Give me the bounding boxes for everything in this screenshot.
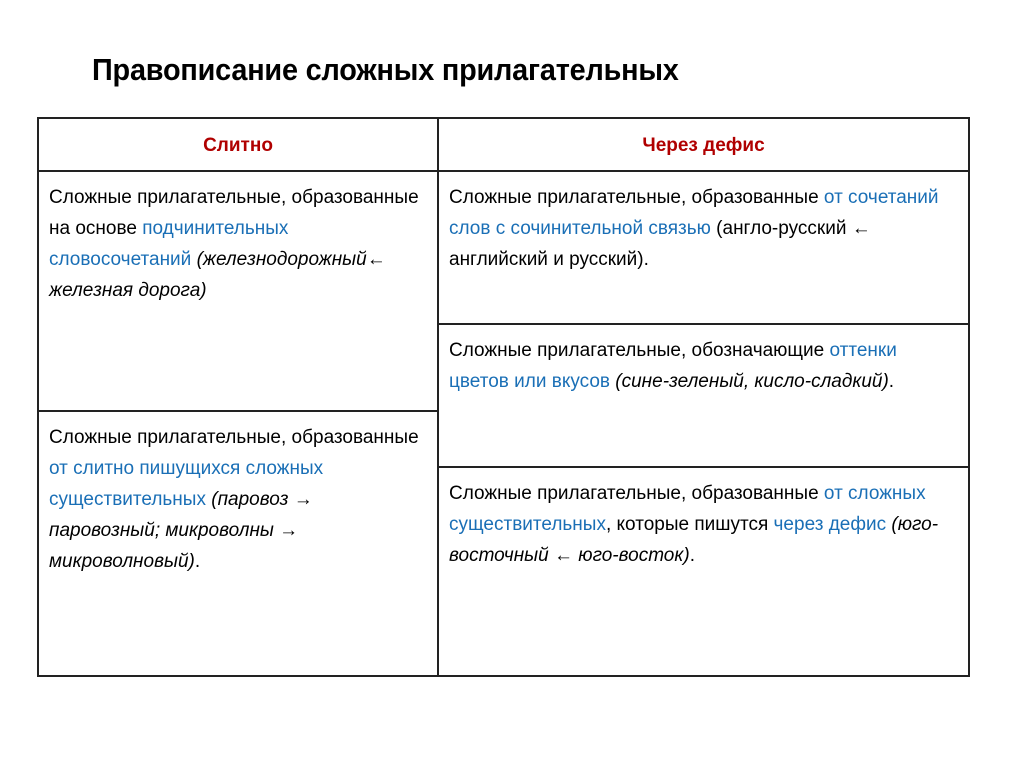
highlighted-term: от сочетаний слов с сочинительной связью bbox=[449, 187, 939, 239]
rule-text: Сложные прилагательные, образованные на основе bbox=[49, 187, 419, 239]
cell-right-2 bbox=[439, 335, 968, 397]
spelling-rules-table bbox=[37, 117, 970, 677]
highlighted-term: оттенки цветов или вкусов bbox=[449, 340, 897, 392]
rule-text: , которые пишутся bbox=[605, 514, 774, 535]
example-text: (сине-зеленый, кисло-сладкий) bbox=[615, 371, 889, 392]
right-row-divider-2 bbox=[438, 466, 968, 468]
rule-text: . bbox=[888, 371, 895, 392]
rule-text: Сложные прилагательные, образованные bbox=[449, 187, 824, 208]
page-title: Правописание сложных прилагательных bbox=[92, 52, 679, 87]
highlighted-term: через дефис bbox=[773, 514, 887, 535]
cell-right-1 bbox=[439, 182, 968, 275]
rule-text: Сложные прилагательные, образованные bbox=[449, 483, 824, 504]
header-solid: Слитно bbox=[203, 134, 273, 156]
left-row-divider bbox=[39, 410, 438, 412]
rule-text: . bbox=[689, 545, 695, 566]
example-text: (железнодорожный← железная дорога) bbox=[49, 249, 386, 301]
rule-text: Сложные прилагательные, обозначающие bbox=[449, 340, 830, 361]
example-text: (паровоз → паровозный; микроволны → микроволновый) bbox=[49, 489, 313, 572]
rule-text: Сложные прилагательные, образованные bbox=[49, 427, 419, 448]
example-text: (юго-восточный ← юго-восток) bbox=[449, 514, 939, 566]
header-hyphen: Через дефис bbox=[642, 134, 765, 156]
highlighted-term: от сложных существительных bbox=[449, 483, 926, 535]
cell-left-2 bbox=[39, 422, 437, 577]
cell-left-1 bbox=[39, 182, 437, 306]
right-row-divider-1 bbox=[438, 323, 968, 325]
rule-text: . bbox=[194, 551, 201, 572]
rule-text: (англо-русский ← английский и русский). bbox=[449, 218, 871, 270]
cell-right-3 bbox=[439, 478, 968, 571]
highlighted-term: от слитно пишущихся сложных существительных bbox=[49, 458, 324, 510]
highlighted-term: подчинительных словосочетаний bbox=[49, 218, 289, 270]
